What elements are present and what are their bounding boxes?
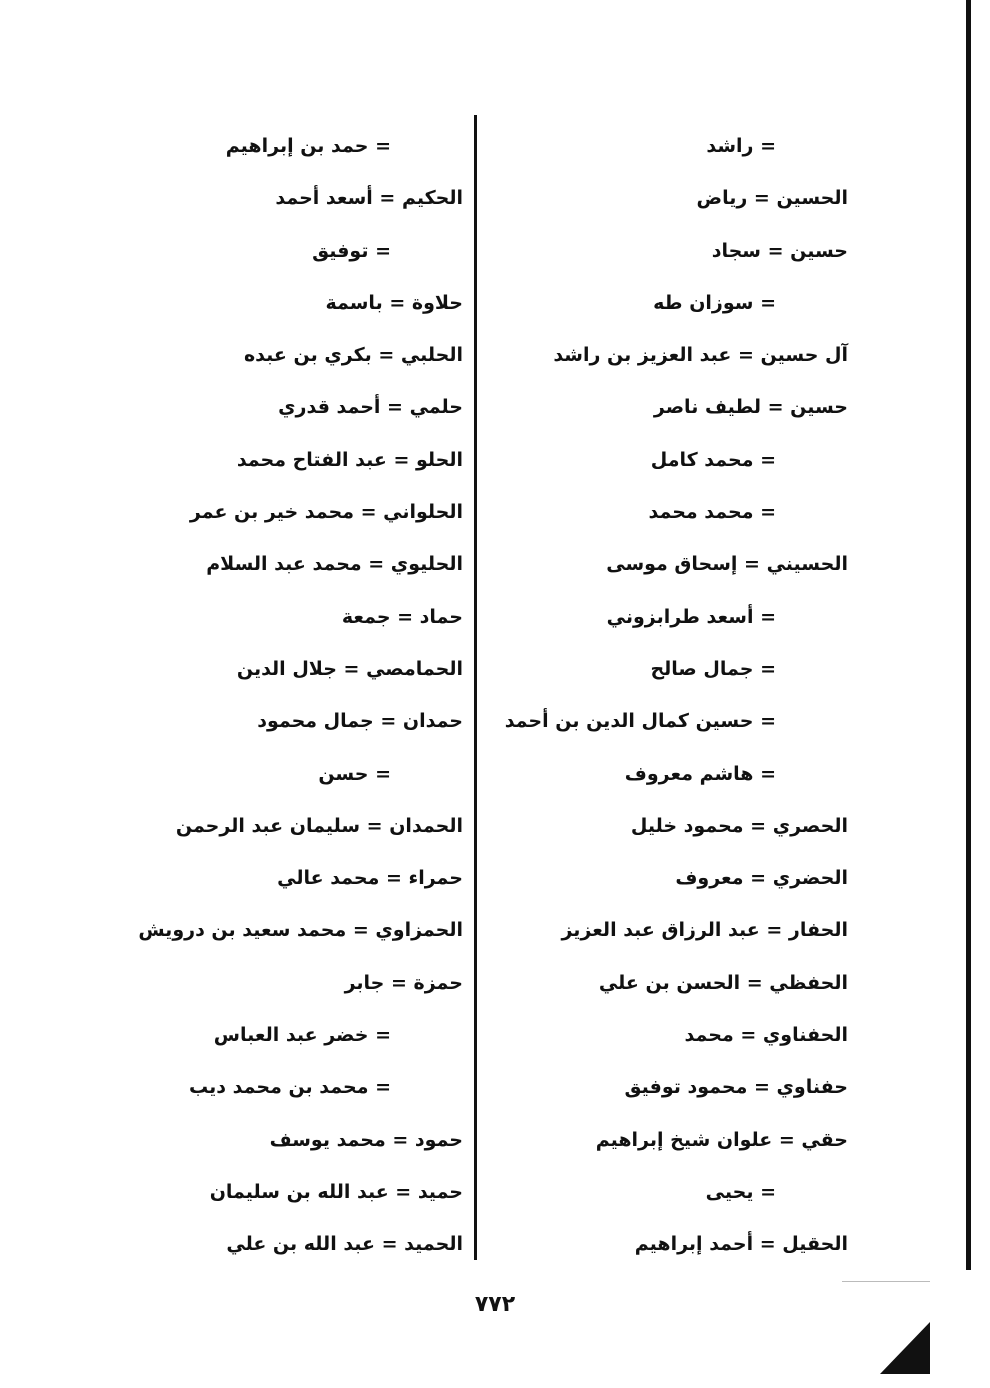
- index-entry: = محمد كامل: [650, 448, 776, 471]
- index-entry: حقي = علوان شيخ إبراهيم: [595, 1128, 848, 1151]
- index-entry: الحفظي = الحسن بن علي: [598, 971, 848, 994]
- index-entry: الحمدان = سليمان عبد الرحمن: [175, 814, 463, 837]
- index-entry: = حمد بن إبراهيم: [225, 135, 391, 157]
- index-entry: الحلو = عبد الفتاح محمد: [236, 448, 463, 471]
- index-entry: حمدان = جمال محمود: [257, 710, 463, 733]
- index-entry: الحكيم = أسعد أحمد: [275, 187, 463, 210]
- index-entry: = يحيى: [705, 1180, 776, 1203]
- index-entry: الحلواني = محمد خير بن عمر: [189, 501, 463, 524]
- index-entry: آل حسين = عبد العزيز بن راشد: [553, 344, 848, 367]
- index-entry: = خضر عبد العباس: [213, 1024, 391, 1047]
- index-entry: حلمي = أحمد قدري: [278, 396, 463, 419]
- right-column: [428, 120, 848, 1271]
- index-entry: = توفيق: [312, 239, 391, 262]
- index-entry: = سوزان طه: [653, 291, 776, 314]
- index-entry: الحصري = محمود خليل: [630, 814, 848, 837]
- page-number: ٧٧٢: [474, 1292, 516, 1317]
- index-entry: حمراء = محمد عالي: [277, 867, 463, 890]
- index-entry: حلاوة = باسمة: [325, 291, 463, 314]
- index-entry: = هاشم معروف: [624, 762, 776, 785]
- index-entry: الحقيل = أحمد إبراهيم: [634, 1233, 848, 1256]
- index-entry: = حسين كمال الدين بن أحمد: [504, 710, 776, 733]
- index-entry: = حسن: [318, 762, 391, 785]
- corner-triangle-mark: [880, 1322, 930, 1374]
- index-entry: الحضري = معروف: [675, 867, 848, 890]
- index-entry: = محمد محمد: [648, 501, 776, 524]
- index-entry: حمزة = جابر: [344, 971, 463, 994]
- index-entry: = راشد: [706, 135, 776, 157]
- index-entry: الحلبي = بكري بن عبده: [243, 344, 463, 367]
- index-entry: الحمزاوي = محمد سعيد بن درويش: [138, 919, 463, 942]
- index-entry: حسين = لطيف ناصر: [653, 396, 848, 419]
- left-column: [43, 120, 463, 1271]
- index-entry: حماد = جمعة: [341, 605, 463, 628]
- index-entry: الحليوي = محمد عبد السلام: [206, 553, 463, 576]
- index-entry: الحفناوي = محمد: [684, 1024, 848, 1047]
- index-entry: حميد = عبد الله بن سليمان: [209, 1180, 463, 1203]
- index-entry: الحسين = رياض: [696, 187, 848, 210]
- index-entry: الحميد = عبد الله بن علي: [226, 1233, 463, 1256]
- index-entry: حسين = سجاد: [711, 239, 848, 262]
- index-entry: الحسيني = إسحاق موسى: [606, 553, 848, 576]
- page-edge-line: [966, 0, 971, 1270]
- index-entry: الحفار = عبد الرزاق عبد العزيز: [561, 919, 848, 942]
- index-entry: = جمال صالح: [650, 657, 776, 680]
- index-entry: = أسعد طرابزوني: [606, 605, 776, 628]
- index-entry: الحمامصي = جلال الدين: [236, 657, 463, 680]
- index-entry: حمود = محمد يوسف: [269, 1128, 463, 1151]
- faint-scan-line: [842, 1281, 930, 1282]
- index-entry: = محمد بن محمد ديب: [189, 1076, 391, 1099]
- index-entry: حفناوي = محمود توفيق: [624, 1076, 848, 1099]
